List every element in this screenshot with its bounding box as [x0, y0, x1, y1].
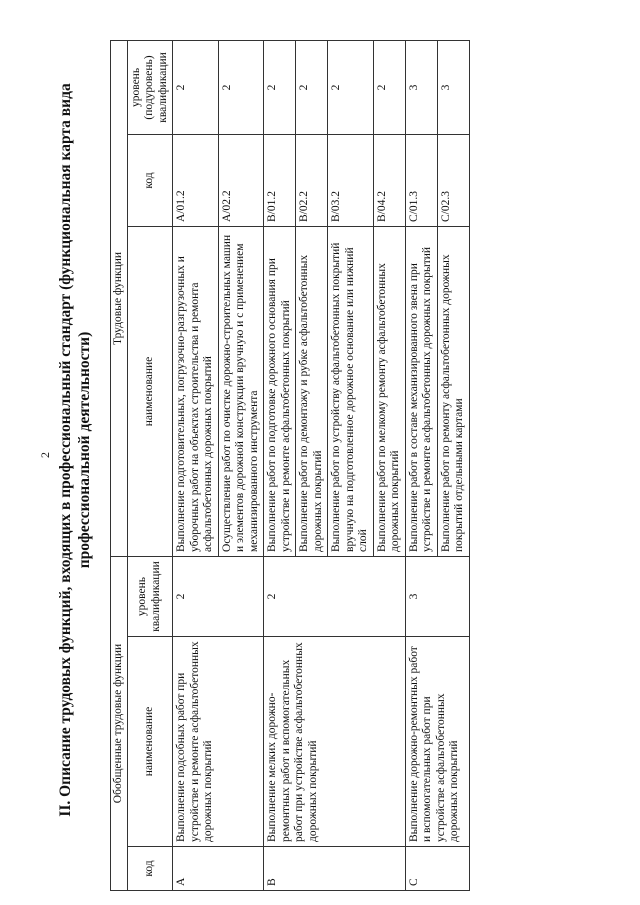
group-name: Выполнение подсобных работ при устройстве и ремонте асфальтобетонных дорожных покрытий [173, 637, 264, 847]
functional-map-table [110, 40, 470, 891]
function-level: 2 [296, 40, 328, 134]
function-level: 2 [173, 40, 219, 134]
function-code: C/02.3 [437, 134, 469, 226]
header-name: наименование [127, 637, 173, 847]
header-labor-code: код [127, 134, 173, 226]
function-name: Выполнение подготовительных, погрузочно-разгрузочных и уборочных работ на объектах строительства и ремонта асфальтобетонных дорожных покрытий [173, 226, 219, 556]
title-line-1: II. Описание трудовых функций, входящих в профессиональный стандарт (функциональная карта вида [57, 83, 74, 817]
function-code: B/04.2 [373, 134, 405, 226]
function-code: B/03.2 [328, 134, 374, 226]
section-title [56, 45, 94, 855]
group-level: 3 [405, 556, 469, 636]
header-generalized: Обобщенные трудовые функции [111, 556, 128, 890]
function-name: Выполнение работ по демонтажу и рубке асфальтобетонных дорожных покрытий [296, 226, 328, 556]
group-code: A [173, 847, 264, 891]
group-level: 2 [173, 556, 264, 636]
header-code: код [127, 847, 173, 891]
function-level: 2 [218, 40, 264, 134]
function-code: A/01.2 [173, 134, 219, 226]
title-line-2: профессиональной деятельности) [76, 331, 93, 569]
function-name: Выполнение работ по устройству асфальтобетонных покрытий вручную на подготовленное дорожное основание или нижний слой [328, 226, 374, 556]
table-row [264, 40, 296, 890]
header-sublevel: уровень (подуровень) квалификации [127, 40, 173, 134]
function-name: Осуществление работ по очистке дорожно-строительных машин и элементов дорожной конструкции вручную и с применением механизированного инструмента [218, 226, 264, 556]
group-name: Выполнение мелких дорожно-ремонтных работ и вспомогательных работ при устройстве асфальтобетонных дорожных покрытий [264, 637, 406, 847]
group-level: 2 [264, 556, 406, 636]
header-labor: Трудовые функции [111, 40, 128, 556]
page-number: 2 [38, 452, 52, 458]
function-level: 3 [437, 40, 469, 134]
function-code: C/01.3 [405, 134, 437, 226]
function-code: B/01.2 [264, 134, 296, 226]
function-name: Выполнение работ по мелкому ремонту асфальтобетонных дорожных покрытий [373, 226, 405, 556]
header-level: уровень квалификации [127, 556, 173, 636]
header-labor-name: наименование [127, 226, 173, 556]
group-code: C [405, 847, 469, 891]
function-level: 2 [264, 40, 296, 134]
table-row [173, 40, 219, 890]
function-name: Выполнение работ по подготовке дорожного основания при устройстве и ремонте асфальтобетонных покрытий [264, 226, 296, 556]
function-level: 2 [373, 40, 405, 134]
function-code: B/02.2 [296, 134, 328, 226]
function-name: Выполнение работ в составе механизированного звена при устройстве и ремонте асфальтобетонных дорожных покрытий [405, 226, 437, 556]
group-code: B [264, 847, 406, 891]
group-name: Выполнение дорожно-ремонтных работ и вспомогательных работ при устройстве асфальтобетонных дорожных покрытий [405, 637, 469, 847]
function-level: 3 [405, 40, 437, 134]
function-name: Выполнение работ по ремонту асфальтобетонных дорожных покрытий отдельными картами [437, 226, 469, 556]
function-code: A/02.2 [218, 134, 264, 226]
table-row [405, 40, 437, 890]
function-level: 2 [328, 40, 374, 134]
